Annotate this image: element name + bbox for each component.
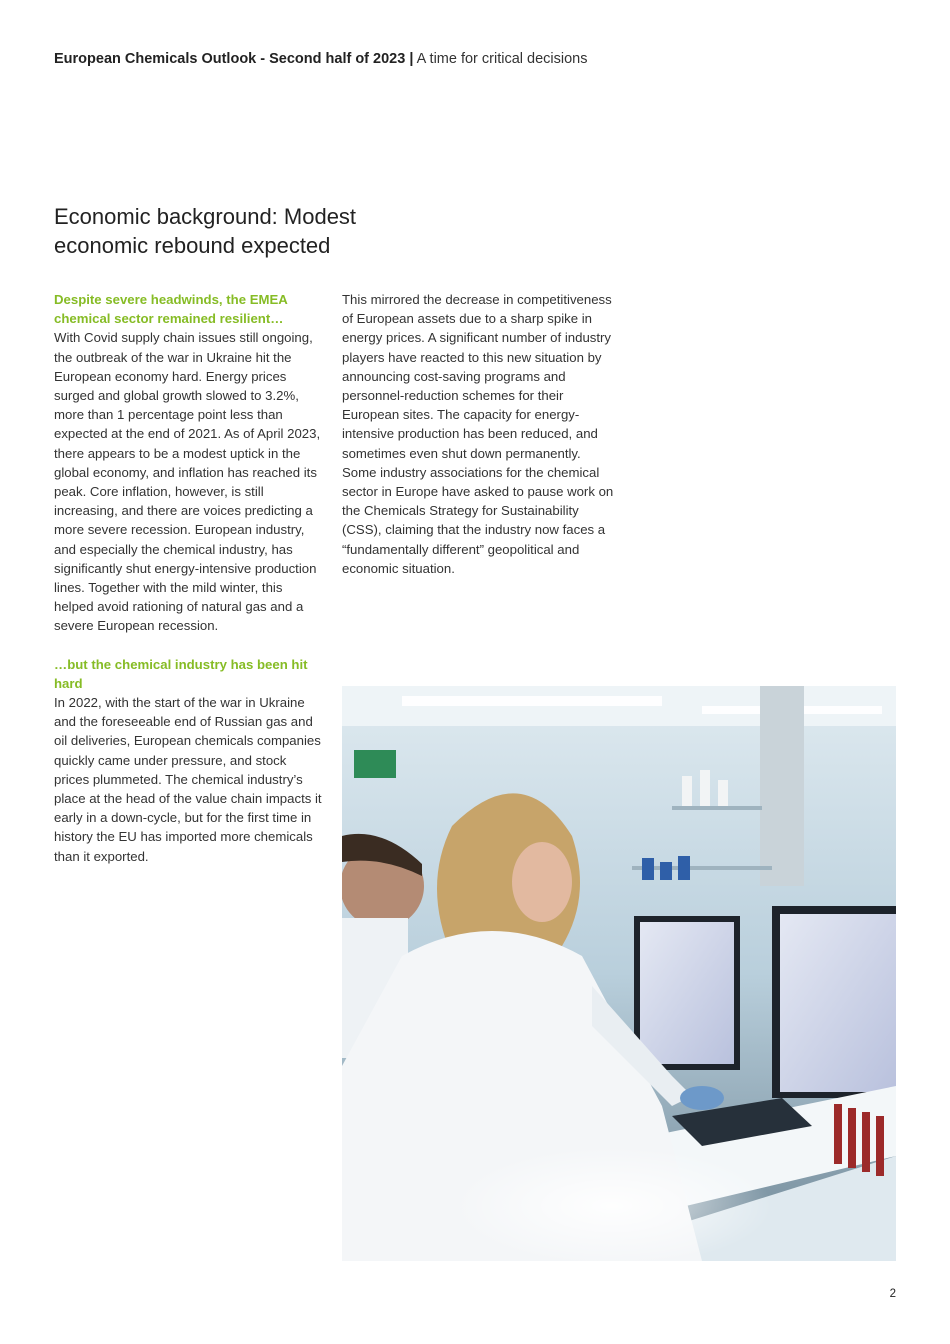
subheading-resilient: Despite severe headwinds, the EMEA chemical sector remained resilient…	[54, 292, 288, 327]
paragraph-hit-hard: In 2022, with the start of the war in Ukraine and the foreseeable end of Russian gas and oil deliveries, European chemicals companies quickly came under pressure, and stock prices plummeted. The chemical industry’s place at the head of the value chain impacts it early in a down-cycle, but for the first time in history the EU has imported more chemicals than it exported.	[54, 695, 322, 864]
page-number: 2	[889, 1288, 896, 1300]
report-title: European Chemicals Outlook - Second half of 2023	[54, 51, 406, 67]
report-subtitle: A time for critical decisions	[416, 51, 588, 67]
section-title: Economic background: Modest economic rebound expected	[54, 204, 357, 258]
header-separator: |	[409, 51, 414, 67]
laboratory-photo	[342, 686, 896, 1261]
paragraph-competitiveness: This mirrored the decrease in competitiveness of European assets due to a sharp spike in energy prices. A significant number of industry players have reacted to this new situation by announcing cost-saving programs and personnel-reduction schemes for their European sites. The capacity for energy-intensive production has been reduced, and sometimes even shut down permanently. Some industry associations for the chemical sector in Europe have asked to pause work on the Chemicals Strategy for Sustainability (CSS), claiming that the industry now faces a “fundamentally different” geopolitical and economic situation.	[342, 292, 614, 576]
paragraph-headwinds: With Covid supply chain issues still ongoing, the outbreak of the war in Ukraine hit the European economy hard. Energy prices surged and global growth slowed to 3.2%, more than 1 percentage point less than expected at the end of 2021. As of April 2023, there appears to be a modest uptick in the global economy, and inflation has reached its peak. Core inflation, however, is still increasing, and there are voices predicting a more severe recession. European industry, and especially the chemical industry, has significantly shut energy-intensive production lines. Together with the mild winter, this helped avoid rationing of natural gas and a severe European recession.	[54, 330, 321, 634]
text-column-left	[54, 290, 324, 866]
subheading-hit-hard: …but the chemical industry has been hit hard	[54, 656, 308, 691]
text-column-right	[342, 290, 614, 578]
running-header	[54, 51, 587, 67]
